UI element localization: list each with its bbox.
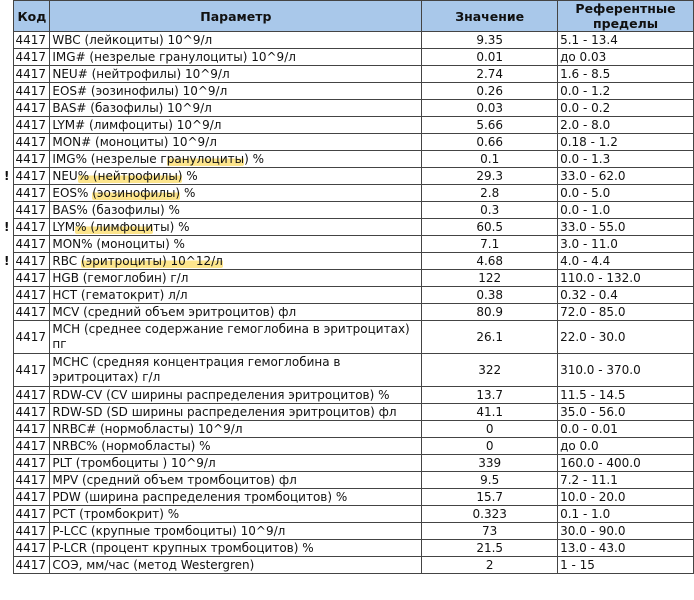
- row-parameter: NRBC% (нормобласты) %: [50, 438, 422, 455]
- abnormal-flag: [0, 472, 14, 489]
- row-value: 9.5: [422, 472, 558, 489]
- row-code: 4417: [14, 387, 50, 404]
- row-parameter: RDW-SD (SD ширины распределения эритроцитов) фл: [50, 404, 422, 421]
- row-code: 4417: [14, 134, 50, 151]
- row-code: 4417: [14, 66, 50, 83]
- row-value: 0: [422, 438, 558, 455]
- abnormal-flag: [0, 523, 14, 540]
- row-code: 4417: [14, 421, 50, 438]
- row-value: 29.3: [422, 168, 558, 185]
- row-value: 122: [422, 270, 558, 287]
- row-value: 26.1: [422, 321, 558, 354]
- abnormal-flag: !: [3, 219, 10, 234]
- row-reference: 7.2 - 11.1: [558, 472, 694, 489]
- parameter-text: NEU: [52, 168, 78, 183]
- row-reference: 0.0 - 5.0: [558, 185, 694, 202]
- row-value: 0: [422, 421, 558, 438]
- row-reference: до 0.0: [558, 438, 694, 455]
- row-value: 0.03: [422, 100, 558, 117]
- parameter-text: %: [182, 168, 198, 183]
- row-value: 0.26: [422, 83, 558, 100]
- row-reference: 3.0 - 11.0: [558, 236, 694, 253]
- abnormal-flag: [0, 387, 14, 404]
- row-code: 4417: [14, 253, 50, 270]
- row-code: 4417: [14, 472, 50, 489]
- table-row: [0, 253, 694, 270]
- table-row: [0, 151, 694, 168]
- table-row: [0, 32, 694, 49]
- row-parameter: [50, 185, 422, 202]
- row-reference: 33.0 - 55.0: [558, 219, 694, 236]
- abnormal-flag: [0, 49, 14, 66]
- abnormal-flag: [0, 506, 14, 523]
- row-value: 15.7: [422, 489, 558, 506]
- row-parameter: [50, 168, 422, 185]
- row-value: 0.323: [422, 506, 558, 523]
- abnormal-flag: [0, 270, 14, 287]
- row-code: 4417: [14, 100, 50, 117]
- abnormal-flag: [0, 66, 14, 83]
- row-parameter: MCV (средний объем эритроцитов) фл: [50, 304, 422, 321]
- row-value: 21.5: [422, 540, 558, 557]
- parameter-text: IMG% (незрелые г: [52, 151, 167, 166]
- table-row: [0, 49, 694, 66]
- abnormal-flag: [0, 100, 14, 117]
- row-parameter: LYM# (лимфоциты) 10^9/л: [50, 117, 422, 134]
- table-row: [0, 421, 694, 438]
- parameter-text: %: [180, 185, 196, 200]
- row-reference: 0.0 - 1.3: [558, 151, 694, 168]
- table-row: [0, 66, 694, 83]
- row-reference: 0.0 - 1.0: [558, 202, 694, 219]
- parameter-text: EOS%: [52, 185, 93, 200]
- row-code: 4417: [14, 287, 50, 304]
- table-row: [0, 287, 694, 304]
- table-row: [0, 236, 694, 253]
- row-reference: 1 - 15: [558, 557, 694, 574]
- row-reference: 22.0 - 30.0: [558, 321, 694, 354]
- table-row: [0, 270, 694, 287]
- row-parameter: P-LCC (крупные тромбоциты) 10^9/л: [50, 523, 422, 540]
- row-code: 4417: [14, 32, 50, 49]
- abnormal-flag: [0, 438, 14, 455]
- abnormal-flag: [0, 354, 14, 387]
- row-value: 73: [422, 523, 558, 540]
- row-reference: до 0.03: [558, 49, 694, 66]
- abnormal-flag: [0, 83, 14, 100]
- row-reference: 160.0 - 400.0: [558, 455, 694, 472]
- row-reference: 35.0 - 56.0: [558, 404, 694, 421]
- row-parameter: PDW (ширина распределения тромбоцитов) %: [50, 489, 422, 506]
- row-code: 4417: [14, 354, 50, 387]
- row-reference: 110.0 - 132.0: [558, 270, 694, 287]
- row-parameter: P-LCR (процент крупных тромбоцитов) %: [50, 540, 422, 557]
- marker-highlight: % (лимфоци: [75, 219, 154, 234]
- row-reference: 310.0 - 370.0: [558, 354, 694, 387]
- table-row: [0, 387, 694, 404]
- row-parameter: EOS# (эозинофилы) 10^9/л: [50, 83, 422, 100]
- flag-header: [0, 1, 14, 32]
- row-reference: 33.0 - 62.0: [558, 168, 694, 185]
- row-parameter: [50, 219, 422, 236]
- abnormal-flag: [0, 421, 14, 438]
- row-code: 4417: [14, 117, 50, 134]
- table-row: [0, 219, 694, 236]
- row-code: 4417: [14, 557, 50, 574]
- table-row: [0, 404, 694, 421]
- abnormal-flag: [0, 202, 14, 219]
- row-value: 0.1: [422, 151, 558, 168]
- row-value: 5.66: [422, 117, 558, 134]
- table-row: [0, 455, 694, 472]
- row-value: 7.1: [422, 236, 558, 253]
- row-reference: 11.5 - 14.5: [558, 387, 694, 404]
- abnormal-flag: [0, 32, 14, 49]
- table-row: [0, 185, 694, 202]
- table-row: [0, 489, 694, 506]
- table-row: [0, 134, 694, 151]
- row-reference: 0.32 - 0.4: [558, 287, 694, 304]
- parameter-text: ) %: [244, 151, 265, 166]
- row-code: 4417: [14, 168, 50, 185]
- abnormal-flag: [0, 236, 14, 253]
- row-value: 0.38: [422, 287, 558, 304]
- row-parameter: MON% (моноциты) %: [50, 236, 422, 253]
- parameter-text: ты) %: [153, 219, 190, 234]
- row-code: 4417: [14, 523, 50, 540]
- row-reference: 72.0 - 85.0: [558, 304, 694, 321]
- row-reference: 0.0 - 0.2: [558, 100, 694, 117]
- row-code: 4417: [14, 438, 50, 455]
- row-value: 60.5: [422, 219, 558, 236]
- abnormal-flag: [0, 304, 14, 321]
- row-code: 4417: [14, 455, 50, 472]
- row-value: 0.01: [422, 49, 558, 66]
- row-reference: 5.1 - 13.4: [558, 32, 694, 49]
- row-code: 4417: [14, 185, 50, 202]
- abnormal-flag: [0, 134, 14, 151]
- row-parameter: WBC (лейкоциты) 10^9/л: [50, 32, 422, 49]
- table-header: [0, 1, 694, 32]
- row-parameter: PLT (тромбоциты ) 10^9/л: [50, 455, 422, 472]
- row-code: 4417: [14, 270, 50, 287]
- table-row: [0, 100, 694, 117]
- table-row: [0, 168, 694, 185]
- table-row: [0, 523, 694, 540]
- parameter-text: LYM: [52, 219, 76, 234]
- row-parameter: MCH (среднее содержание гемоглобина в эритроцитах) пг: [50, 321, 422, 354]
- table-body: [0, 32, 694, 574]
- table-row: [0, 354, 694, 387]
- row-code: 4417: [14, 83, 50, 100]
- row-reference: 13.0 - 43.0: [558, 540, 694, 557]
- table-row: [0, 117, 694, 134]
- marker-highlight: (эозинофилы): [92, 185, 181, 200]
- row-value: 9.35: [422, 32, 558, 49]
- row-reference: 30.0 - 90.0: [558, 523, 694, 540]
- row-parameter: IMG# (незрелые гранулоциты) 10^9/л: [50, 49, 422, 66]
- abnormal-flag: [0, 117, 14, 134]
- row-parameter: BAS% (базофилы) %: [50, 202, 422, 219]
- row-code: 4417: [14, 321, 50, 354]
- row-parameter: MCHC (средняя концентрация гемоглобина в эритроцитах) г/л: [50, 354, 422, 387]
- row-reference: 2.0 - 8.0: [558, 117, 694, 134]
- row-code: 4417: [14, 202, 50, 219]
- row-value: 2.74: [422, 66, 558, 83]
- row-reference: 1.6 - 8.5: [558, 66, 694, 83]
- row-code: 4417: [14, 236, 50, 253]
- row-parameter: [50, 253, 422, 270]
- column-header-reference: Референтные пределы: [558, 1, 694, 32]
- row-reference: 0.18 - 1.2: [558, 134, 694, 151]
- row-reference: 0.0 - 1.2: [558, 83, 694, 100]
- row-parameter: MON# (моноциты) 10^9/л: [50, 134, 422, 151]
- row-code: 4417: [14, 489, 50, 506]
- row-code: 4417: [14, 219, 50, 236]
- row-code: 4417: [14, 151, 50, 168]
- column-header-value: Значение: [422, 1, 558, 32]
- row-parameter: RDW-CV (CV ширины распределения эритроцитов) %: [50, 387, 422, 404]
- row-value: 0.3: [422, 202, 558, 219]
- row-value: 322: [422, 354, 558, 387]
- row-parameter: BAS# (базофилы) 10^9/л: [50, 100, 422, 117]
- row-parameter: HGB (гемоглобин) г/л: [50, 270, 422, 287]
- row-value: 339: [422, 455, 558, 472]
- column-header-parameter: Параметр: [50, 1, 422, 32]
- row-value: 13.7: [422, 387, 558, 404]
- table-row: [0, 83, 694, 100]
- row-value: 2.8: [422, 185, 558, 202]
- row-parameter: NRBC# (нормобласты) 10^9/л: [50, 421, 422, 438]
- marker-highlight: % (нейтрофилы): [77, 168, 183, 183]
- abnormal-flag: [0, 185, 14, 202]
- marker-highlight: (эритроциты) 10^12/л: [80, 253, 223, 268]
- row-value: 2: [422, 557, 558, 574]
- table-row: [0, 540, 694, 557]
- row-parameter: MPV (средний объем тромбоцитов) фл: [50, 472, 422, 489]
- row-parameter: PCT (тромбокрит) %: [50, 506, 422, 523]
- row-value: 41.1: [422, 404, 558, 421]
- row-code: 4417: [14, 540, 50, 557]
- abnormal-flag: [0, 455, 14, 472]
- table-row: [0, 438, 694, 455]
- row-code: 4417: [14, 506, 50, 523]
- abnormal-flag: [0, 489, 14, 506]
- row-code: 4417: [14, 304, 50, 321]
- table-row: [0, 557, 694, 574]
- abnormal-flag: [0, 151, 14, 168]
- row-parameter: СОЭ, мм/час (метод Westergren): [50, 557, 422, 574]
- abnormal-flag: [0, 321, 14, 354]
- table-row: [0, 506, 694, 523]
- table-row: [0, 472, 694, 489]
- abnormal-flag: !: [3, 168, 10, 183]
- row-value: 80.9: [422, 304, 558, 321]
- row-code: 4417: [14, 49, 50, 66]
- table-row: [0, 202, 694, 219]
- row-parameter: HCT (гематокрит) л/л: [50, 287, 422, 304]
- row-reference: 10.0 - 20.0: [558, 489, 694, 506]
- abnormal-flag: [0, 557, 14, 574]
- row-parameter: NEU# (нейтрофилы) 10^9/л: [50, 66, 422, 83]
- abnormal-flag: [0, 404, 14, 421]
- row-value: 0.66: [422, 134, 558, 151]
- column-header-code: Код: [14, 1, 50, 32]
- table-row: [0, 321, 694, 354]
- row-code: 4417: [14, 404, 50, 421]
- row-reference: 0.1 - 1.0: [558, 506, 694, 523]
- marker-highlight: ранулоциты: [166, 151, 245, 166]
- abnormal-flag: [0, 287, 14, 304]
- abnormal-flag: !: [3, 253, 10, 268]
- row-reference: 4.0 - 4.4: [558, 253, 694, 270]
- row-reference: 0.0 - 0.01: [558, 421, 694, 438]
- row-parameter: [50, 151, 422, 168]
- table-row: [0, 304, 694, 321]
- row-value: 4.68: [422, 253, 558, 270]
- abnormal-flag: [0, 540, 14, 557]
- parameter-text: RBC: [52, 253, 81, 268]
